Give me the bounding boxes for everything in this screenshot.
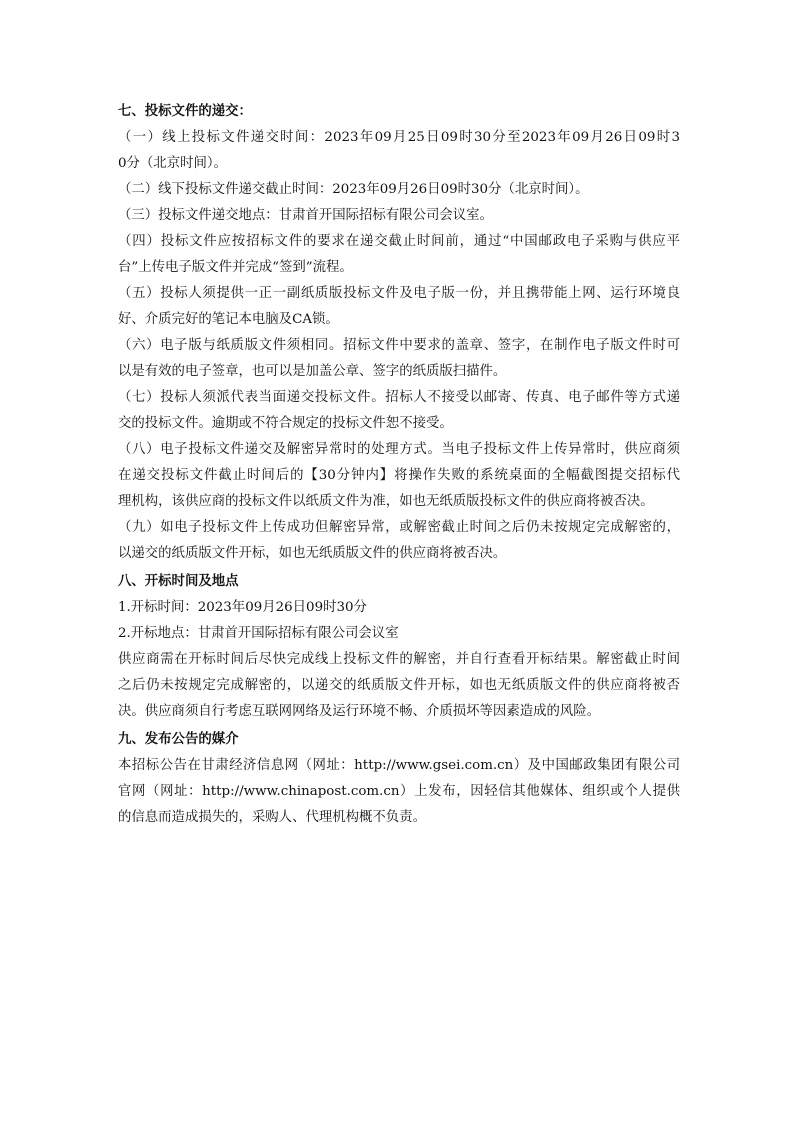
paragraph-offline-deadline	[118, 177, 680, 203]
paragraph-submission-location	[118, 203, 680, 229]
paragraph-platform-upload	[118, 229, 680, 281]
paragraph-online-submission-time	[118, 125, 680, 177]
paragraph-publication-media	[118, 753, 680, 831]
paragraph-opening-location	[118, 621, 680, 647]
paragraph-in-person-delivery	[118, 385, 680, 437]
section-heading-publication-media: 九、发布公告的媒介	[118, 732, 239, 747]
paragraph-line: 供应商需在开标时间后尽快完成线上投标文件的解密，并自行查看开标结果。解密截止时间	[118, 652, 680, 667]
paragraph-line: 以是有效的电子签章，也可以是加盖公章、签字的纸质版扫描件。	[118, 364, 507, 379]
paragraph-line: （一）线上投标文件递交时间：2023年09月25日09时30分至2023年09月26日09时3	[118, 130, 680, 145]
paragraph-line: 之后仍未按规定完成解密的，以递交的纸质版文件开标，如也无纸质版文件的供应商将被否	[118, 678, 680, 693]
paragraph-line: 在递交投标文件截止时间后的【30分钟内】将操作失败的系统桌面的全幅截图提交招标代	[118, 468, 680, 483]
paragraph-line: 0分（北京时间）。	[118, 156, 227, 171]
paragraph-paper-copies	[118, 281, 680, 333]
paragraph-line: 理机构，该供应商的投标文件以纸质文件为准，如也无纸质版投标文件的供应商将被否决。	[118, 494, 654, 509]
paragraph-line: 2.开标地点：甘肃首开国际招标有限公司会议室	[118, 626, 399, 641]
document-page	[118, 97, 680, 831]
paragraph-line: （九）如电子投标文件上传成功但解密异常，或解密截止时间之后仍未按规定完成解密的，	[118, 520, 680, 535]
paragraph-line: 1.开标时间：2023年09月26日09时30分	[118, 600, 367, 615]
paragraph-line: （四）投标文件应按招标文件的要求在递交截止时间前，通过“中国邮政电子采购与供应平	[118, 234, 680, 249]
paragraph-line: （三）投标文件递交地点：甘肃首开国际招标有限公司会议室。	[118, 208, 493, 223]
paragraph-line: （二）线下投标文件递交截止时间：2023年09月26日09时30分（北京时间）。	[118, 182, 589, 197]
paragraph-line: 的信息而造成损失的，采购人、代理机构概不负责。	[118, 810, 426, 825]
paragraph-electronic-paper-identical	[118, 333, 680, 385]
paragraph-line: （七）投标人须派代表当面递交投标文件。招标人不接受以邮寄、传真、电子邮件等方式递	[118, 390, 680, 405]
paragraph-line: 本招标公告在甘肃经济信息网（网址：http://www.gsei.com.cn）及中国邮政集团有限公司	[118, 758, 680, 773]
section-heading-bid-opening: 八、开标时间及地点	[118, 574, 239, 589]
paragraph-decryption-exception	[118, 515, 680, 567]
paragraph-line: （八）电子投标文件递交及解密异常时的处理方式。当电子投标文件上传异常时，供应商须	[118, 442, 680, 457]
paragraph-opening-time	[118, 595, 680, 621]
paragraph-line: （六）电子版与纸质版文件须相同。招标文件中要求的盖章、签字，在制作电子版文件时可	[118, 338, 680, 353]
paragraph-line: 决。供应商须自行考虑互联网网络及运行环境不畅、介质损坏等因素造成的风险。	[118, 704, 601, 719]
paragraph-line: 好、介质完好的笔记本电脑及CA锁。	[118, 312, 339, 327]
paragraph-upload-exception	[118, 437, 680, 515]
paragraph-decryption-notice	[118, 647, 680, 725]
paragraph-line: 官网（网址：http://www.chinapost.com.cn）上发布，因轻信其他媒体、组织或个人提供	[118, 784, 680, 799]
paragraph-line: 交的投标文件。逾期或不符合规定的投标文件恕不接受。	[118, 416, 453, 431]
section-heading-bid-submission: 七、投标文件的递交：	[118, 104, 252, 119]
paragraph-line: （五）投标人须提供一正一副纸质版投标文件及电子版一份，并且携带能上网、运行环境良	[118, 286, 680, 301]
paragraph-line: 以递交的纸质版文件开标，如也无纸质版文件的供应商将被否决。	[118, 546, 507, 561]
paragraph-line: 台”上传电子版文件并完成“签到”流程。	[118, 260, 353, 275]
